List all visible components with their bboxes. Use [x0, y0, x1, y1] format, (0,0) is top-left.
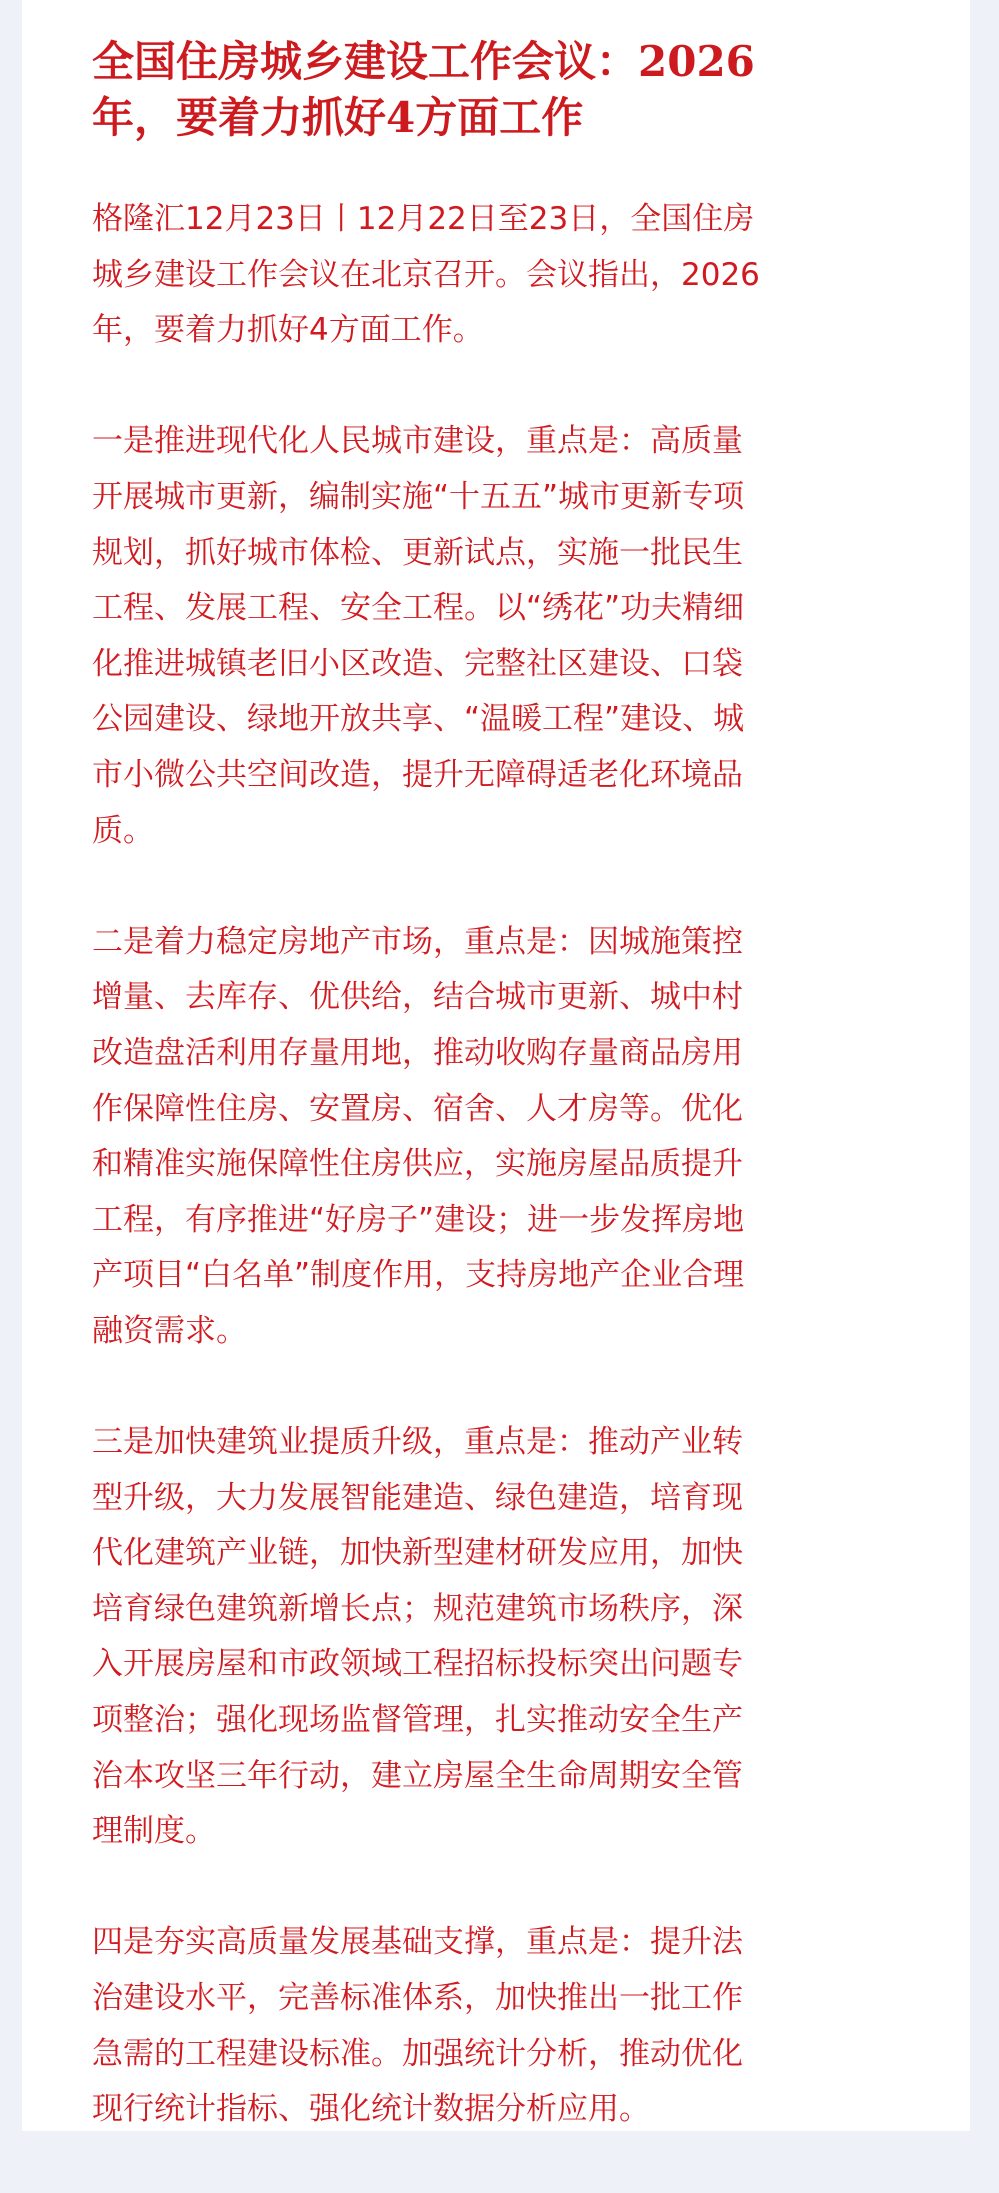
paragraph-line: 开展城市更新，编制实施“十五五”城市更新专项: [92, 478, 745, 515]
paragraph-line: 城乡建设工作会议在北京召开。会议指出，2026: [92, 256, 760, 293]
paragraph-line: 项整治；强化现场监督管理，扎实推动安全生产: [92, 1702, 743, 1739]
paragraph-line: 工程，有序推进“好房子”建设；进一步发挥房地: [92, 1201, 745, 1238]
paragraph-line: 四是夯实高质量发展基础支撑，重点是：提升法: [92, 1924, 743, 1961]
paragraph-line: 现行统计指标、强化统计数据分析应用。: [92, 2091, 650, 2128]
paragraph-line: 质。: [92, 812, 154, 849]
paragraph-line: 和精准实施保障性住房供应，实施房屋品质提升: [92, 1146, 743, 1183]
title-line: 年，要着力抓好4方面工作: [92, 92, 584, 142]
paragraph-line: 格隆汇12月23日丨12月22日至23日，全国住房: [92, 201, 755, 237]
paragraph-line: 二是着力稳定房地产市场，重点是：因城施策控: [92, 923, 743, 960]
paragraph-line: 融资需求。: [92, 1312, 247, 1349]
article-body: [92, 192, 760, 2193]
paragraph-line: 市小微公共空间改造，提升无障碍适老化环境品: [92, 756, 743, 793]
title-line: 全国住房城乡建设工作会议：2026: [92, 37, 755, 86]
paragraph-line: 治建设水平，完善标准体系，加快推出一批工作: [92, 1980, 743, 2016]
paragraph-line: 规划，抓好城市体检、更新试点，实施一批民生: [92, 534, 743, 571]
paragraph: [92, 915, 760, 1360]
paragraph-line: 一是推进现代化人民城市建设，重点是：高质量: [92, 423, 743, 460]
article-title: [92, 22, 755, 142]
paragraph-line: 理制度。: [92, 1813, 216, 1850]
paragraph-line: 年，要着力抓好4方面工作。: [92, 312, 484, 349]
paragraph-line: 化推进城镇老旧小区改造、完整社区建设、口袋: [92, 645, 743, 682]
paragraph: [92, 1915, 760, 2137]
paragraph-line: 公园建设、绿地开放共享、“温暖工程”建设、城: [92, 701, 745, 738]
paragraph: [92, 414, 760, 859]
paragraph-line: 急需的工程建设标准。加强统计分析，推动优化: [92, 2035, 743, 2072]
paragraph-line: 产项目“白名单”制度作用，支持房地产企业合理: [92, 1257, 745, 1294]
paragraph-line: 改造盘活利用存量用地，推动收购存量商品房用: [92, 1034, 743, 1071]
paragraph-line: 代化建筑产业链，加快新型建材研发应用，加快: [92, 1535, 743, 1572]
paragraph-line: 作保障性住房、安置房、宿舍、人才房等。优化: [92, 1090, 743, 1127]
paragraph-line: 治本攻坚三年行动，建立房屋全生命周期安全管: [92, 1757, 743, 1794]
paragraph-line: 培育绿色建筑新增长点；规范建筑市场秩序，深: [92, 1590, 743, 1627]
paragraph: [92, 192, 760, 359]
paragraph-line: 工程、发展工程、安全工程。以“绣花”功夫精细: [92, 590, 745, 627]
paragraph-line: 型升级，大力发展智能建造、绿色建造，培育现: [92, 1479, 743, 1516]
article-card: [22, 0, 970, 2131]
paragraph-line: 入开展房屋和市政领域工程招标投标突出问题专: [92, 1646, 743, 1683]
paragraph-line: 增量、去库存、优供给，结合城市更新、城中村: [92, 979, 743, 1016]
paragraph: [92, 1415, 760, 1860]
paragraph-line: 三是加快建筑业提质升级，重点是：推动产业转: [92, 1424, 743, 1461]
